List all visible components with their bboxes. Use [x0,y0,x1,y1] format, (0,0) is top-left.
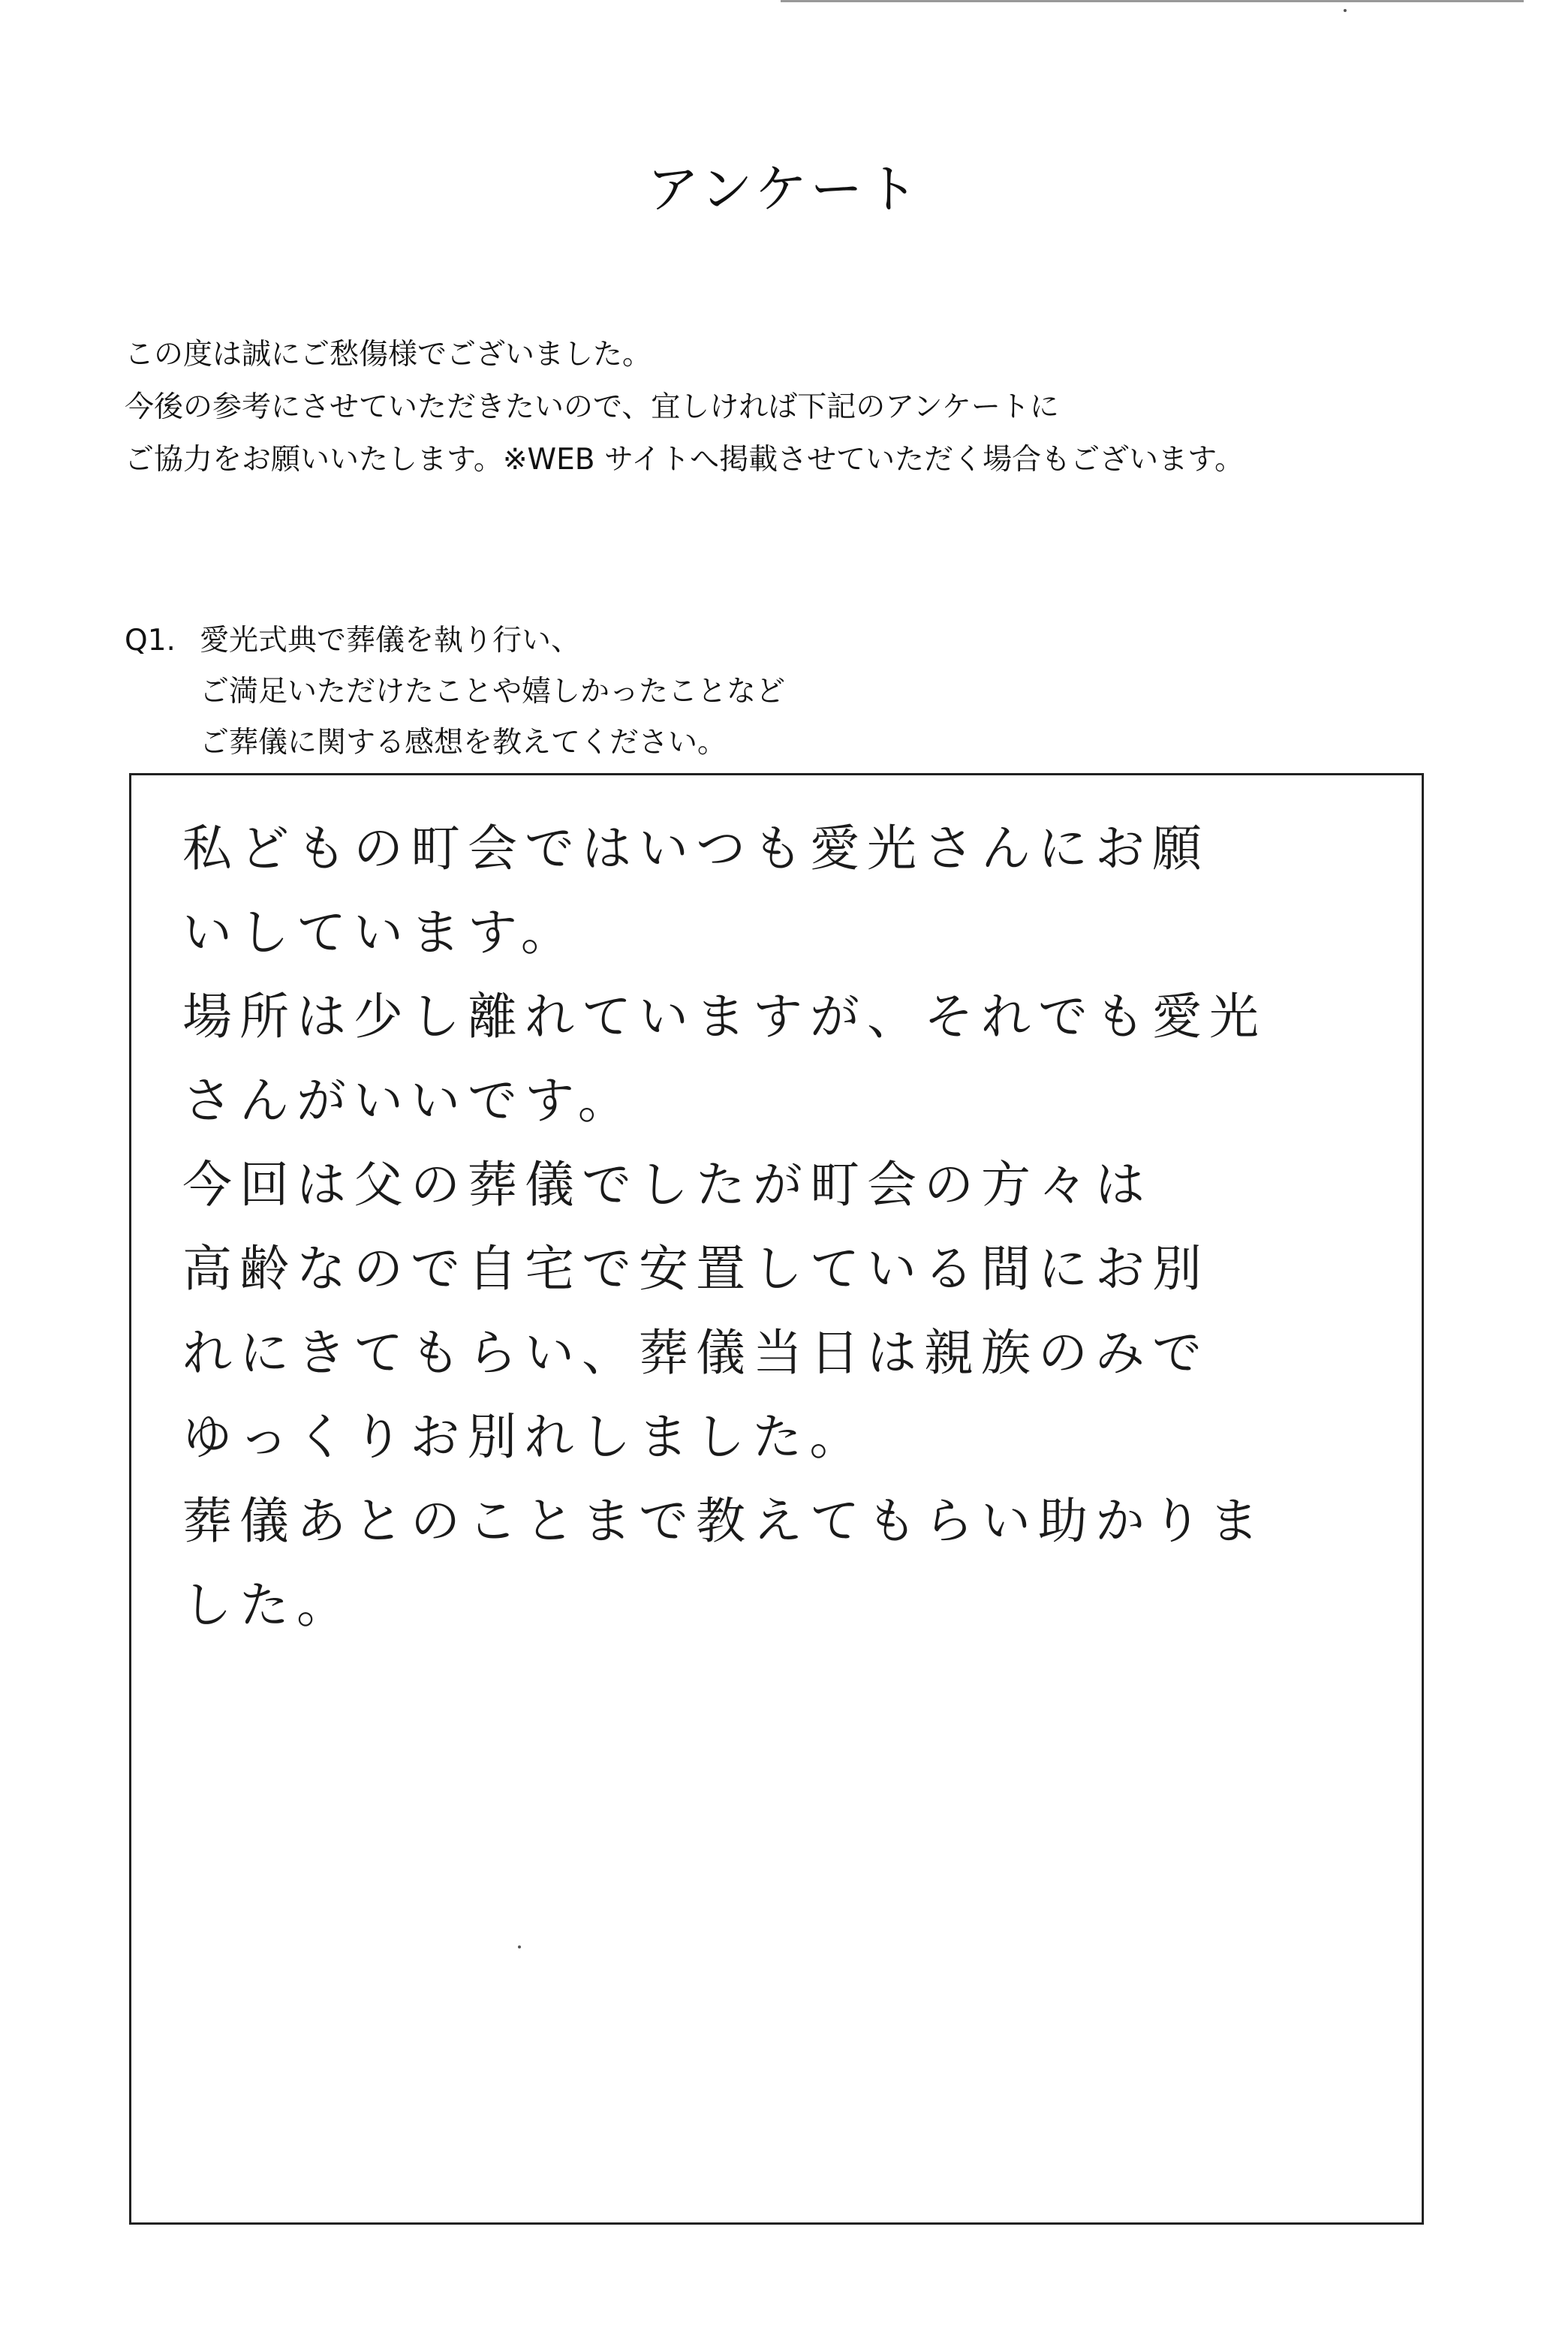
answer-line: した。 [182,1576,354,1634]
answer-line: 高齢なので自宅で安置している間にお別 [182,1240,1209,1298]
answer-line: れにきてもらい、葬儀当日は親族のみで [182,1324,1209,1382]
scan-speck [1344,9,1347,12]
answer-line: 場所は少し離れていますが、それでも愛光 [182,988,1266,1046]
intro-line: ご協力をお願いいたします。※WEB サイトへ掲載させていただく場合もございます。 [125,443,1244,477]
answer-line: 私どもの町会ではいつも愛光さんにお願 [182,820,1209,877]
answer-line: 今回は父の葬儀でしたが町会の方々は [182,1156,1152,1214]
answer-line: いしています。 [182,904,578,961]
page-title: アンケート [646,158,922,220]
answer-line: ゆっくりお別れしました。 [182,1408,867,1466]
intro-line: 今後の参考にさせていただきたいので、宜しければ下記のアンケートに [125,390,1059,424]
answer-line: 葬儀あとのことまで教えてもらい助かりま [182,1492,1266,1550]
intro-text [125,329,1461,486]
handwritten-answer [182,807,1413,1647]
answer-line: さんがいいです。 [182,1072,635,1130]
answer-box [129,773,1424,2225]
scan-edge-line [781,0,1524,2]
question-line: ご葬儀に関する感想を教えてください。 [200,726,727,760]
question-1 [125,615,1461,769]
question-first-row [125,615,1461,666]
question-line: ご満足いただけたことや嬉しかったことなど [200,675,786,709]
scan-speck [518,1945,521,1948]
intro-line: この度は誠にご愁傷様でございました。 [125,338,652,372]
question-line: 愛光式典で葬儀を執り行い、 [200,624,581,657]
question-number: Q1. [125,624,176,657]
